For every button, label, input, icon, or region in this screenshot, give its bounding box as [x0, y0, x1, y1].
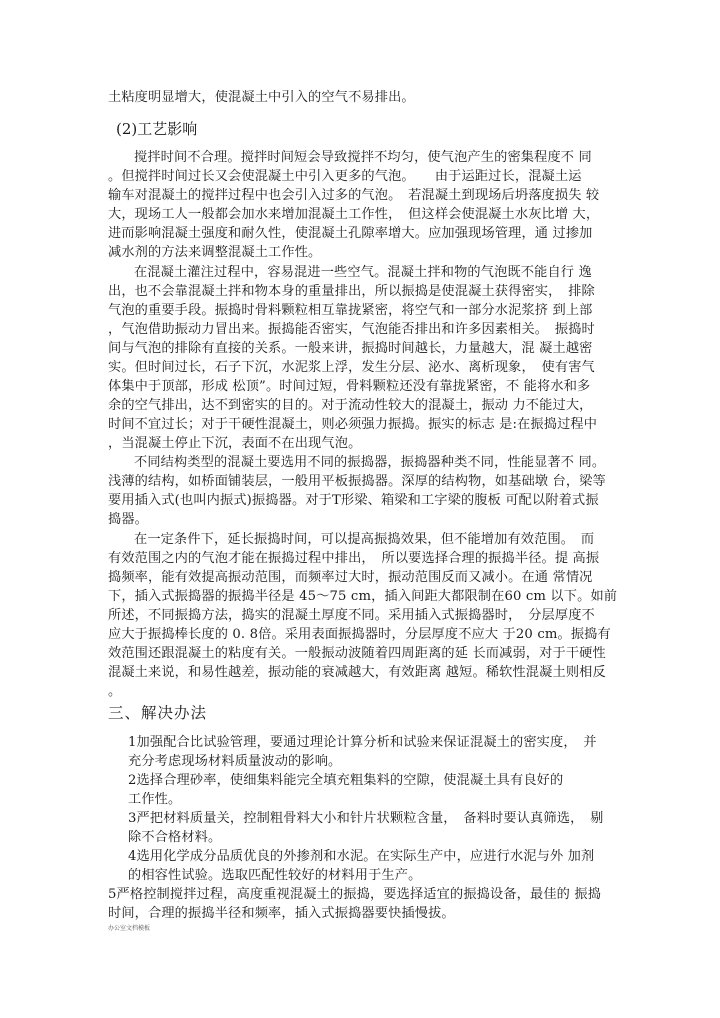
paragraph-line: 输车对混凝土的搅拌过程中也会引入过多的气泡。 若混凝土到现场后坍落度损失 较: [108, 188, 600, 203]
paragraph-line: 应大于振捣棒长度的 0. 8倍。采用表面振捣器时，分层厚度不应大 于20 cm。振捣有: [108, 627, 611, 642]
list-item-line: 5严格控制搅拌过程，高度重视混凝土的振捣，要选择适宜的振捣设备，最佳的 振捣: [108, 887, 602, 902]
paragraph-line: 在一定条件下，延长振捣时间，可以提高振捣效果，但不能增加有效范围。 而: [134, 532, 595, 547]
paragraph-line: 气泡的重要手段。振捣时骨料颗粒相互靠拢紧密，将空气和一部分水泥浆挤 到上部: [108, 303, 593, 318]
paragraph-line: 所述，不同振捣方法，捣实的混凝土厚度不同。采用插入式振捣器时， 分层厚度不: [108, 608, 595, 623]
paragraph-line: 要用插入式(也叫内振式)振捣器。对于T形梁、箱梁和工字梁的腹板 可配以附着式振: [108, 493, 599, 508]
list-item-line: 4选用化学成分品质优良的外掺剂和水泥。在实际生产中，应进行水泥与外 加剂: [128, 849, 595, 864]
list-item-line: 的相容性试验。选取匹配性较好的材料用于生产。: [128, 868, 422, 883]
paragraph-line: 进而影响混凝土强度和耐久性，使混凝土孔隙率增大。应加强现场管理，通 过掺加: [108, 226, 593, 241]
list-item-line: 2选择合理砂率，使细集料能完全填充粗集料的空隙，使混凝土具有良好的: [128, 773, 564, 788]
list-item-line: 3严把材料质量关，控制粗骨料大小和针片状颗粒含量， 备料时要认真筛选， 剔: [128, 811, 604, 826]
paragraph-line: 间与气泡的排除有直接的关系。一般来讲，振捣时间越长，力量越大，混 凝土越密: [108, 341, 593, 356]
paragraph-line: 体集中于顶部，形成 松顶”。时间过短，骨料颗粒还没有靠拢紧密，不 能将水和多: [108, 379, 591, 394]
paragraph-line: 减水剂的方法来调整混凝土工作性。: [108, 245, 322, 260]
paragraph-line: 大，现场工人一般都会加水来增加混凝土工作性， 但这样会使混凝土水灰比增 大，: [108, 207, 600, 222]
paragraph-line: 实。但时间过长，石子下沉，水泥浆上浮，发生分层、泌水、离析现象， 使有害气: [108, 360, 595, 375]
paragraph-line: ，气泡借助振动力冒出来。振捣能否密实，气泡能否排出和许多因素相关。 振捣时: [108, 322, 595, 337]
list-item-line: 1加强配合比试验管理，要通过理论计算分析和试验来保证混凝土的密实度， 并: [128, 735, 597, 750]
paragraph-line: 不同结构类型的混凝土要选用不同的振捣器，振捣器种类不同，性能显著不 同。: [134, 455, 606, 470]
paragraph-line: 捣器。: [108, 512, 149, 527]
paragraph-line: 捣频率，能有效提高振动范围，而频率过大时，振动范围反而又减小。在通 常情况: [108, 570, 593, 585]
subsection-heading: (2)工艺影响: [116, 120, 198, 138]
paragraph-line: 在混凝土灌注过程中，容易混进一些空气。混凝土拌和物的气泡既不能自行 逸: [134, 265, 592, 280]
paragraph-line: 混凝土来说，和易性越差，振动能的衰减越大，有效距离 越短。稀软性混凝土则相反: [108, 665, 606, 680]
paragraph-line: 浅薄的结构，如桥面铺装层，一般用平板振捣器。深厚的结构物，如基础墩 台，梁等: [108, 474, 606, 489]
paragraph-line: ，当混凝土停止下沉，表面不在出现气泡。: [108, 436, 362, 451]
paragraph-line: 。: [108, 684, 122, 699]
paragraph-line: 。但搅拌时间过长又会使混凝土中引入更多的气泡。 由于运距过长，混凝土运: [108, 169, 582, 184]
paragraph-line: 土粘度明显增大，使混凝土中引入的空气不易排出。: [108, 90, 415, 105]
paragraph-line: 余的空气排出，达不到密实的目的。对于流动性较大的混凝土，振动 力不能过大，: [108, 398, 593, 413]
paragraph-line: 时间不宜过长；对于干硬性混凝土，则必须强力振捣。振实的标志 是:在振捣过程中: [108, 417, 598, 432]
paragraph-line: 效范围还跟混凝土的粘度有关。一般振动波随着四周距离的延 长而减弱，对于干硬性: [108, 646, 606, 661]
paragraph-line: 下，插入式振捣器的振捣半径是 45～75 cm，插入间距大都限制在60 cm 以下。如前: [108, 589, 618, 604]
list-item-line: 充分考虑现场材料质量波动的影响。: [128, 754, 342, 769]
list-item-line: 除不合格材料。: [128, 830, 222, 845]
paragraph-line: 有效范围之内的气泡才能在振捣过程中排出， 所以要选择合理的振捣半径。提 高振: [108, 551, 600, 566]
paragraph-line: 搅拌时间不合理。搅拌时间短会导致搅拌不均匀，使气泡产生的密集程度不 同: [134, 150, 592, 165]
section-heading: 三、解决办法: [108, 704, 208, 722]
footer-note: 办公室文档模板: [108, 925, 151, 932]
paragraph-line: 出，也不会靠混凝土拌和物本身的重量排出，所以振捣是使混凝土获得密实， 排除: [108, 284, 595, 299]
list-item-line: 时间，合理的振捣半径和频率，插入式振捣器要快插慢拔。: [108, 906, 455, 921]
list-item-line: 工作性。: [128, 792, 182, 807]
